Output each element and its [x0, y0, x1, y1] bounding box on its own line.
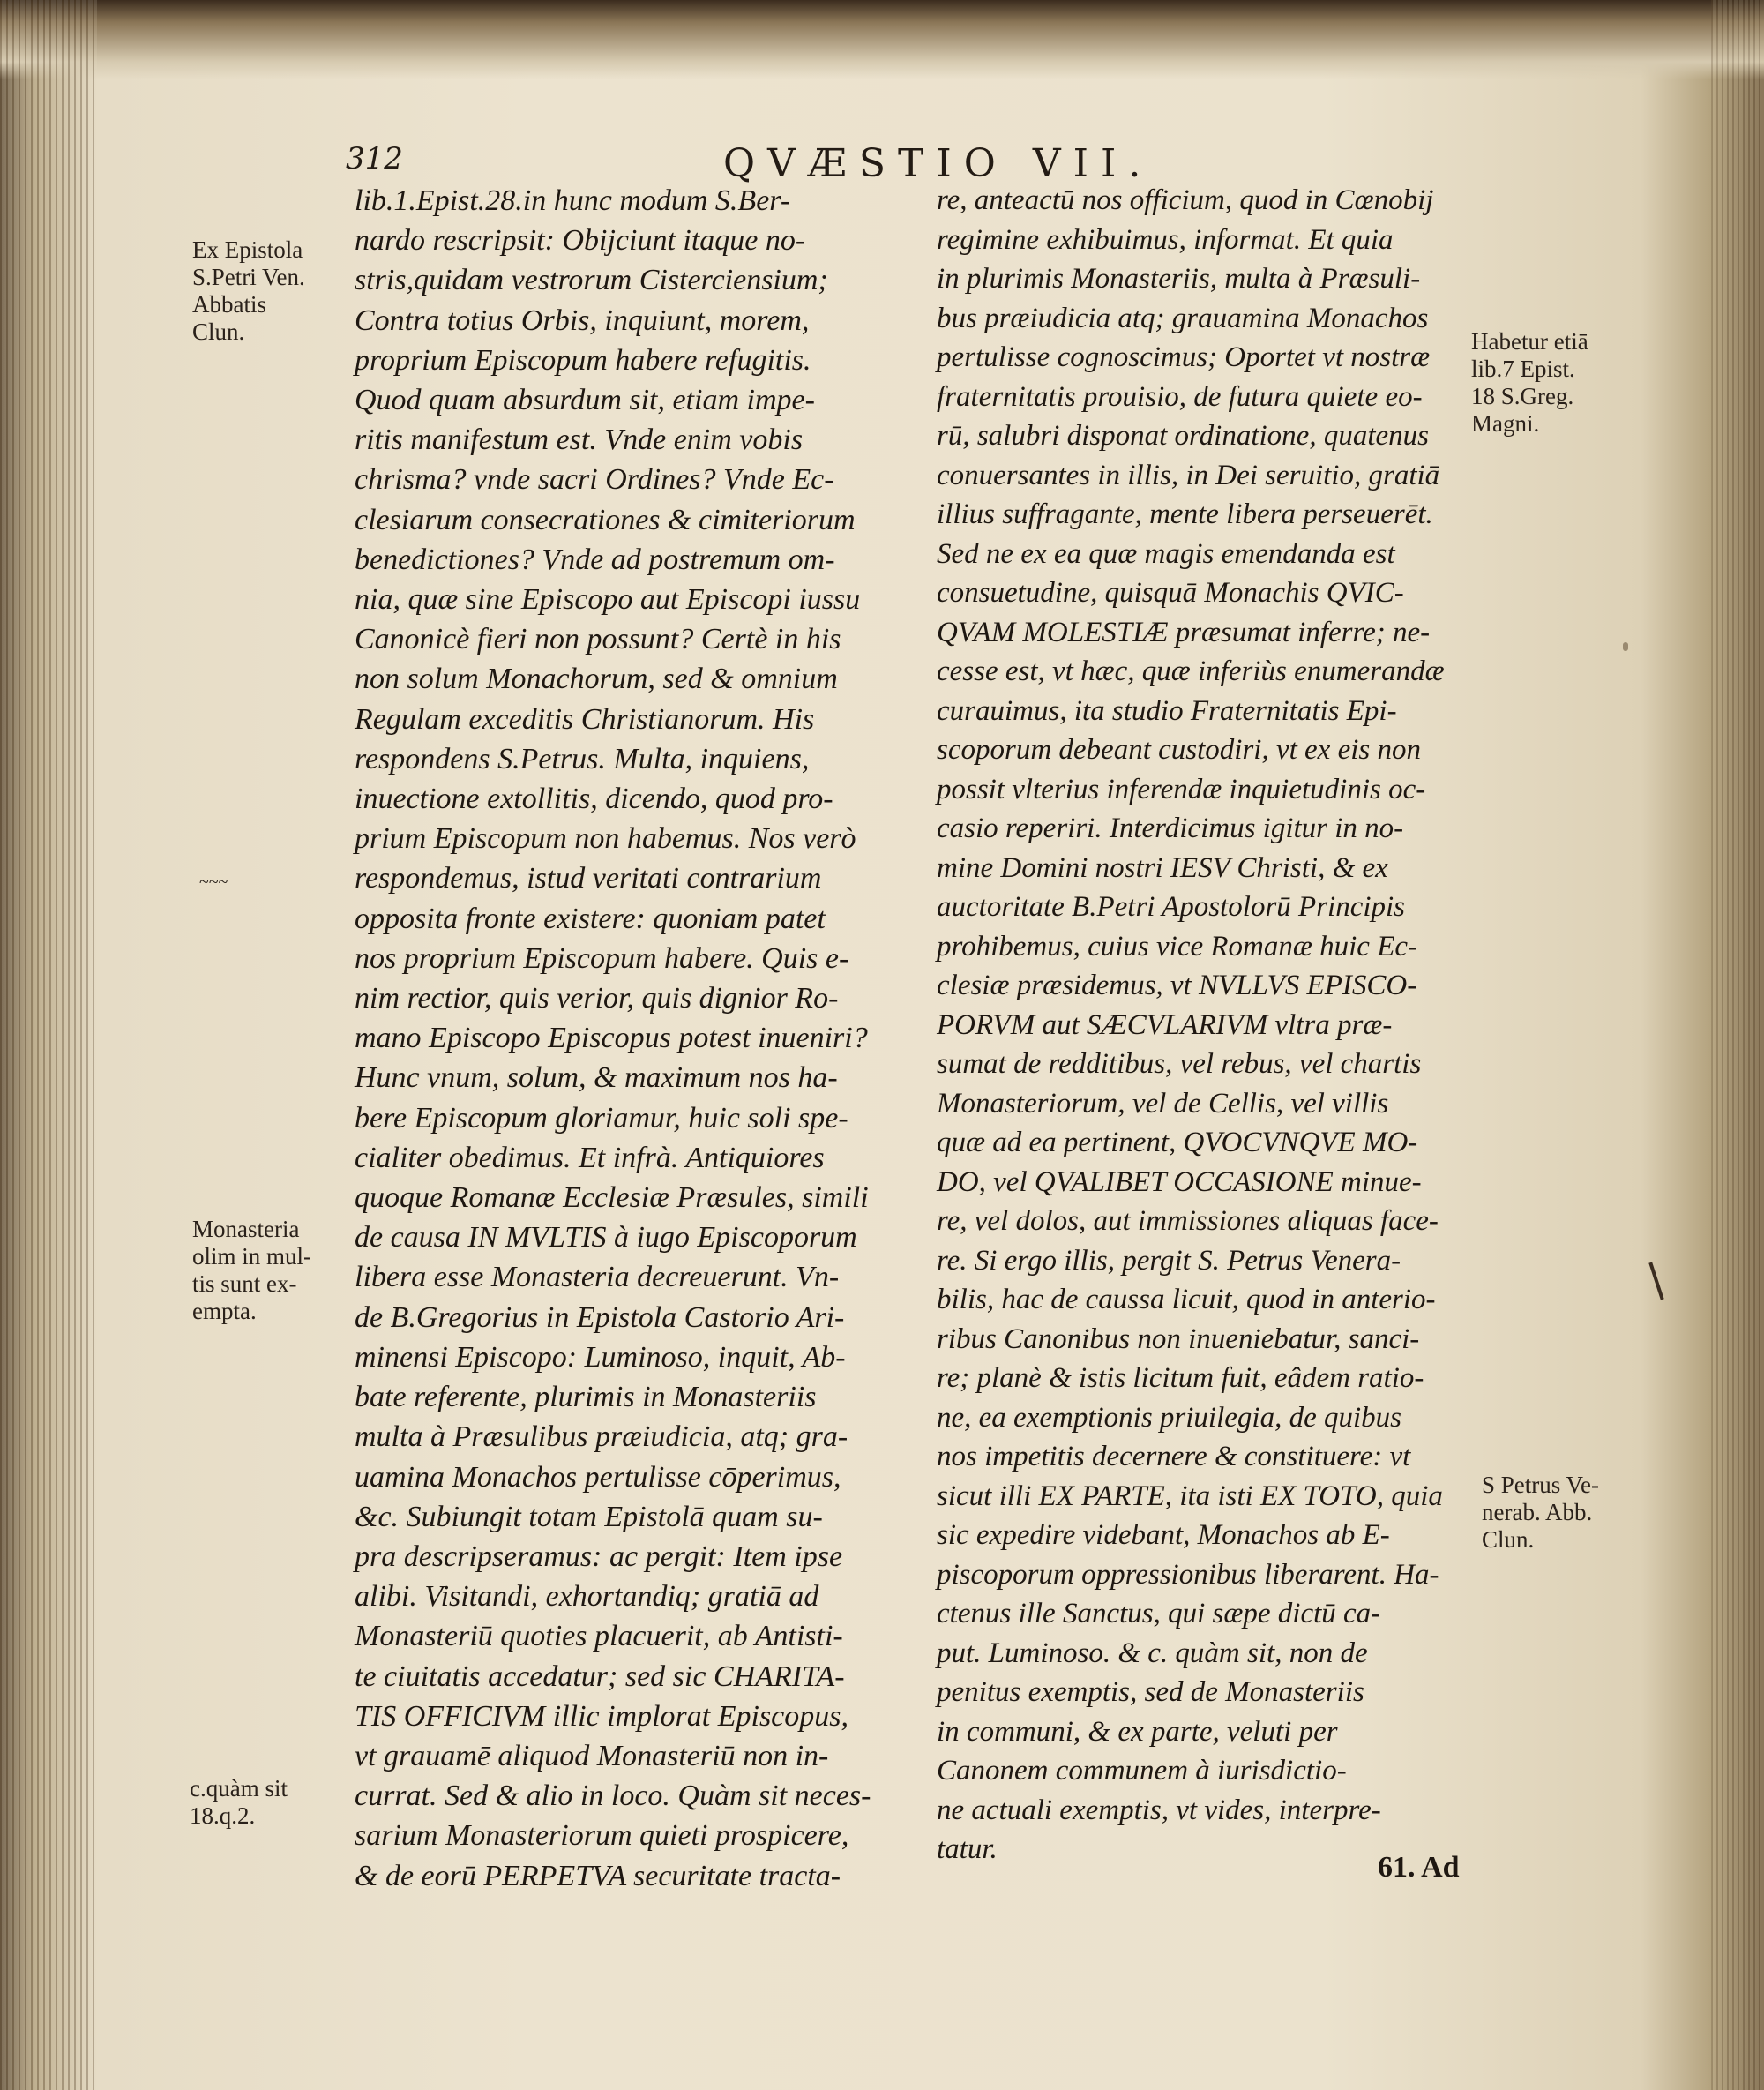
text-line: nim rectior, quis verior, quis dignior Ro- — [355, 982, 839, 1015]
text-line: fraternitatis prouisio, de futura quiete eo- — [937, 380, 1423, 413]
text-line: uamina Monachos pertulisse cōperimus, — [355, 1460, 841, 1494]
text-line: inuectione extollitis, dicendo, quod pro- — [355, 783, 833, 816]
right-page-edges — [1711, 0, 1764, 2090]
text-line: Contra totius Orbis, inquiunt, morem, — [355, 303, 810, 337]
text-line: Monasteriorum, vel de Cellis, vel villis — [937, 1087, 1389, 1120]
text-line: sumat de redditibus, vel rebus, vel chartis — [937, 1048, 1422, 1080]
text-line: Monasteriū quoties placuerit, ab Antisti- — [355, 1620, 843, 1653]
catchword: 61. Ad — [1378, 1851, 1460, 1884]
ink-mark — [1648, 1262, 1663, 1300]
text-line: sarium Monasteriorum quieti prospicere, — [355, 1819, 849, 1853]
text-line: re. Si ergo illis, pergit S. Petrus Venera- — [937, 1244, 1401, 1277]
text-line: quoque Romanæ Ecclesiæ Præsules, simili — [355, 1181, 869, 1215]
text-line: re, anteactū nos officium, quod in Cœnobij — [937, 184, 1434, 216]
text-line: de B.Gregorius in Epistola Castorio Ari- — [355, 1300, 845, 1334]
running-title: QVÆSTIO VII. — [723, 141, 1154, 186]
text-line: cesse est, vt hæc, quæ inferiùs enumerandæ — [937, 655, 1445, 687]
text-line: tatur. — [937, 1833, 998, 1865]
right-text-column — [937, 181, 1466, 1869]
text-line: opposita fronte existere: quoniam patet — [355, 902, 826, 935]
margin-note-ex-epistola — [192, 236, 305, 346]
text-line: tis sunt ex- — [192, 1270, 297, 1297]
text-line: Canonem communem à iurisdictio- — [937, 1755, 1347, 1787]
text-line: cialiter obedimus. Et infrà. Antiquiores — [355, 1141, 825, 1174]
text-line: illius suffragante, mente libera perseuerēt. — [937, 498, 1433, 530]
margin-note-monasteria — [192, 1216, 311, 1325]
text-line: PORVM aut SÆCVLARIVM vltra præ- — [937, 1008, 1393, 1041]
text-line: auctoritate B.Petri Apostolorū Principis — [937, 891, 1406, 923]
text-line: chrisma? vnde sacri Ordines? Vnde Ec- — [355, 463, 834, 497]
text-line: stris,quidam vestrorum Cisterciensium; — [355, 264, 828, 297]
text-line: clesiæ præsidemus, vt NVLLVS EPISCO- — [937, 970, 1417, 1001]
text-line: sic expedire videbant, Monachos ab E- — [937, 1519, 1390, 1551]
text-line: respondemus, istud veritati contrarium — [355, 862, 822, 895]
text-line: Quod quam absurdum sit, etiam impe- — [355, 384, 815, 417]
text-line: lib.7 Epist. — [1471, 356, 1575, 382]
text-line: bus præiudicia atq; grauamina Monachos — [937, 302, 1429, 334]
left-page-edges — [0, 0, 97, 2090]
text-line: c.quàm sit — [190, 1775, 288, 1802]
text-line: in plurimis Monasteriis, multa à Præsuli- — [937, 263, 1421, 295]
margin-note-petrus — [1482, 1472, 1599, 1554]
text-line: libera esse Monasteria decreuerunt. Vn- — [355, 1261, 840, 1294]
text-line: Abbatis — [192, 291, 266, 318]
text-line: ne, ea exemptionis priuilegia, de quibus — [937, 1401, 1401, 1434]
text-line: in communi, & ex parte, veluti per — [937, 1715, 1338, 1748]
text-line: currat. Sed & alio in loco. Quàm sit neces- — [355, 1779, 871, 1813]
text-line: prohibemus, cuius vice Romanæ huic Ec- — [937, 930, 1417, 963]
text-line: Habetur etiā — [1471, 328, 1588, 355]
text-line: pra descripseramus: ac pergit: Item ipse — [355, 1539, 843, 1573]
text-line: Magni. — [1471, 410, 1540, 437]
text-line: Canonicè fieri non possunt? Certè in his — [355, 623, 841, 656]
text-line: sicut illi EX PARTE, ita isti EX TOTO, quia — [937, 1479, 1443, 1512]
text-line: ribus Canonibus non inueniebatur, sanci- — [937, 1322, 1420, 1355]
text-line: Clun. — [192, 318, 245, 345]
page-number: 312 — [346, 141, 403, 176]
text-line: put. Luminoso. & c. quàm sit, non de — [937, 1637, 1368, 1669]
text-line: curauimus, ita studio Fraternitatis Epi- — [937, 694, 1397, 727]
text-line: minensi Episcopo: Luminoso, inquit, Ab- — [355, 1340, 846, 1374]
text-line: 18.q.2. — [190, 1802, 256, 1829]
text-line: ritis manifestum est. Vnde enim vobis — [355, 423, 804, 457]
text-line: Clun. — [1482, 1526, 1535, 1553]
margin-note-habetur — [1471, 328, 1588, 438]
text-line: nos impetitis decernere & constituere: vt — [937, 1441, 1411, 1472]
text-line: proprium Episcopum habere refugitis. — [355, 343, 811, 377]
text-line: multa à Præsulibus præiudicia, atq; gra- — [355, 1420, 848, 1454]
text-line: &c. Subiungit totam Epistolā quam su- — [355, 1500, 823, 1533]
text-line: nia, quæ sine Episcopo aut Episcopi iussu — [355, 583, 861, 617]
text-line: clesiarum consecrationes & cimiteriorum — [355, 503, 856, 536]
text-line: Ex Epistola — [192, 236, 303, 263]
text-line: scoporum debeant custodiri, vt ex eis non — [937, 734, 1421, 766]
text-line: nerab. Abb. — [1482, 1499, 1593, 1525]
text-line: S Petrus Ve- — [1482, 1472, 1600, 1498]
text-line: benedictiones? Vnde ad postremum om- — [355, 543, 835, 576]
margin-note-caquam — [190, 1775, 288, 1830]
text-line: empta. — [192, 1298, 257, 1324]
text-line: conuersantes in illis, in Dei seruitio, gratiā — [937, 459, 1440, 491]
text-line: prium Episcopum non habemus. Nos verò — [355, 822, 856, 856]
text-line: Hunc vnum, solum, & maximum nos ha- — [355, 1061, 838, 1095]
text-line: casio reperiri. Interdicimus igitur in no- — [937, 813, 1404, 844]
text-line: re; planè & istis licitum fuit, eâdem ratio- — [937, 1362, 1424, 1394]
text-line: ctenus ille Sanctus, qui sæpe dictū ca- — [937, 1598, 1381, 1629]
text-line: 18 S.Greg. — [1471, 383, 1574, 409]
text-line: te ciuitatis accedatur; sed sic CHARITA- — [355, 1659, 845, 1693]
text-line: QVAM MOLESTIÆ præsumat inferre; ne- — [937, 616, 1431, 648]
text-line: lib.1.Epist.28.in hunc modum S.Ber- — [355, 184, 791, 217]
text-line: nos proprium Episcopum habere. Quis e- — [355, 941, 849, 975]
text-line: TIS OFFICIVM illic implorat Episcopus, — [355, 1699, 849, 1733]
text-line: regimine exhibuimus, informat. Et quia — [937, 223, 1394, 256]
text-line: possit vlterius inferendæ inquietudinis oc- — [937, 773, 1426, 805]
text-line: DO, vel QVALIBET OCCASIONE minue- — [937, 1165, 1422, 1198]
text-line: Regulam exceditis Christianorum. His — [355, 702, 815, 736]
text-line: olim in mul- — [192, 1243, 311, 1270]
text-line: Sed ne ex ea quæ magis emendanda est — [937, 537, 1395, 570]
margin-note-dash: ~~~ — [199, 873, 228, 892]
text-line: Monasteria — [192, 1216, 300, 1242]
text-line: alibi. Visitandi, exhortandiq; gratiā ad — [355, 1580, 819, 1614]
text-line: rū, salubri disponat ordinatione, quatenus — [937, 420, 1429, 452]
text-line: piscoporum oppressionibus liberarent. Ha- — [937, 1558, 1439, 1591]
text-line: respondens S.Petrus. Multa, inquiens, — [355, 742, 810, 775]
text-line: bate referente, plurimis in Monasteriis — [355, 1381, 817, 1414]
text-line: mano Episcopo Episcopus potest inueniri? — [355, 1022, 868, 1055]
text-line: & de eorū PERPETVA securitate tracta- — [355, 1859, 841, 1892]
text-line: non solum Monachorum, sed & omnium — [355, 663, 838, 696]
text-line: ne actuali exemptis, vt vides, interpre- — [937, 1794, 1381, 1826]
text-line: nardo rescripsit: Obijciunt itaque no- — [355, 224, 806, 258]
left-text-column — [355, 181, 910, 1896]
top-shadow — [0, 0, 1764, 79]
text-line: re, vel dolos, aut immissiones aliquas face- — [937, 1205, 1439, 1237]
text-line: mine Domini nostri IESV Christi, & ex — [937, 851, 1388, 884]
text-line: quæ ad ea pertinent, QVOCVNQVE MO- — [937, 1127, 1418, 1158]
text-line: bere Episcopum gloriamur, huic soli spe- — [355, 1101, 848, 1135]
text-line: consuetudine, quisquā Monachis QVIC- — [937, 577, 1404, 609]
text-line: vt grauamē aliquod Monasteriū non in- — [355, 1739, 829, 1772]
text-line: bilis, hac de caussa licuit, quod in anterio- — [937, 1284, 1436, 1315]
paper-spot — [1623, 642, 1628, 651]
text-line: pertulisse cognoscimus; Oportet vt nostræ — [937, 341, 1431, 373]
text-line: de causa IN MVLTIS à iugo Episcoporum — [355, 1221, 857, 1255]
text-line: penitus exemptis, sed de Monasteriis — [937, 1676, 1364, 1708]
text-line: S.Petri Ven. — [192, 264, 305, 290]
